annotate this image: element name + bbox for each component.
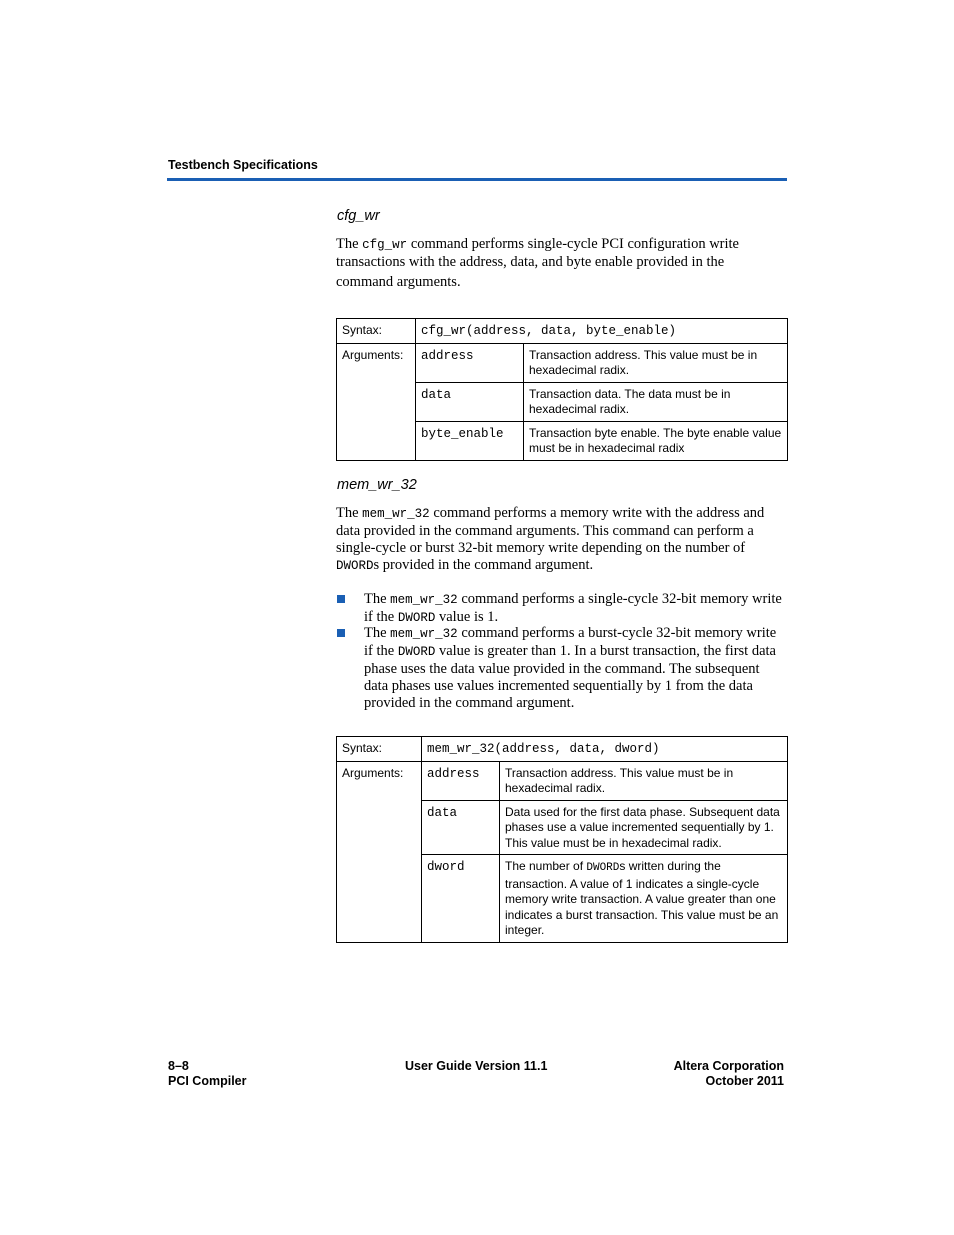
cfg-wr-syntax-table <box>336 318 788 461</box>
footer-left <box>168 1059 247 1089</box>
arg-name: dword <box>422 855 500 943</box>
mem-wr-desc-code: mem_wr_32 <box>362 507 430 521</box>
section-title-mem-wr-32: mem_wr_32 <box>337 477 417 493</box>
cfg-wr-desc-text: The <box>336 236 363 252</box>
bullet-code: DWORD <box>397 611 436 625</box>
arg-name: data <box>422 800 500 855</box>
arg-description: Transaction data. The data must be in hexadecimal radix. <box>524 382 788 421</box>
arguments-label: Arguments: <box>337 343 416 460</box>
running-header: Testbench Specifications <box>168 158 318 172</box>
table-row <box>337 343 788 382</box>
bullet-text: value is 1. <box>435 609 499 625</box>
cfg-wr-desc-code: cfg_wr <box>362 238 408 252</box>
arg-description: Transaction address. This value must be in hexadecimal radix. <box>524 343 788 382</box>
footer-version: User Guide Version 11.1 <box>405 1059 548 1073</box>
bullet-item <box>364 625 786 712</box>
arg-name: data <box>416 382 524 421</box>
bullet-code: DWORD <box>397 645 436 659</box>
arg-desc-text: s written during the transaction. A value of 1 indicates a single-cycle memory write transaction. A value greater than one indicates a burst transaction. This value must be an integer. <box>505 859 779 937</box>
cfg-wr-desc-line-2: transactions with the address, data, and byte enable provided in the <box>336 254 725 270</box>
page-number: 8–8 <box>168 1059 189 1073</box>
arg-name: address <box>422 761 500 800</box>
footer-right <box>674 1059 784 1089</box>
mem-wr-desc-text: command performs a memory write with the address and data provided in the command arguments. This command can perform a single-cycle or burst 32-bit memory write depending on the number of <box>336 505 765 556</box>
publication-date: October 2011 <box>705 1074 784 1088</box>
arg-desc-text: The number of <box>505 859 587 873</box>
mem-wr-32-description <box>336 505 786 575</box>
bullet-text: command performs a burst-cycle 32-bit memory write if the <box>364 625 777 659</box>
product-name: PCI Compiler <box>168 1074 247 1088</box>
bullet-square-icon <box>337 629 345 637</box>
bullet-code: mem_wr_32 <box>390 593 458 607</box>
mem-wr-desc-text: s provided in the command argument. <box>373 557 594 573</box>
table-row <box>337 737 788 762</box>
arg-description: Transaction byte enable. The byte enable value must be in hexadecimal radix <box>524 421 788 460</box>
table-row <box>337 761 788 800</box>
bullet-text: command performs a single-cycle 32-bit memory write if the <box>364 591 782 625</box>
bullet-code: mem_wr_32 <box>390 627 458 641</box>
header-rule <box>167 178 787 181</box>
arg-name: address <box>416 343 524 382</box>
syntax-label: Syntax: <box>337 319 416 344</box>
bullet-text: The <box>364 625 391 641</box>
cfg-wr-desc-text: command performs single-cycle PCI configuration write <box>407 236 739 252</box>
bullet-text: The <box>364 591 391 607</box>
syntax-value: cfg_wr(address, data, byte_enable) <box>416 319 788 344</box>
syntax-value: mem_wr_32(address, data, dword) <box>422 737 788 762</box>
syntax-label: Syntax: <box>337 737 422 762</box>
bullet-item <box>364 591 786 627</box>
mem-wr-desc-code: DWORD <box>336 559 374 573</box>
bullet-text: value is greater than 1. In a burst transaction, the first data phase uses the data value provided in the command. The subsequent data phases use values incremented sequentially by 1 from the data provided in the command argument. <box>364 643 776 711</box>
arg-description <box>500 855 788 943</box>
mem-wr-desc-text: The <box>336 505 363 521</box>
arg-desc-code: DWORD <box>586 862 620 874</box>
cfg-wr-desc-line-1 <box>336 236 786 254</box>
arg-description: Data used for the first data phase. Subsequent data phases use a value incremented sequentially by 1. This value must be in hexadecimal radix. <box>500 800 788 855</box>
arg-description: Transaction address. This value must be in hexadecimal radix. <box>500 761 788 800</box>
cfg-wr-desc-line-3: command arguments. <box>336 274 461 290</box>
section-title-cfg-wr: cfg_wr <box>337 208 380 224</box>
cfg-wr-description <box>336 236 786 291</box>
table-row <box>337 319 788 344</box>
arg-name: byte_enable <box>416 421 524 460</box>
mem-wr-32-syntax-table <box>336 736 788 943</box>
company-name: Altera Corporation <box>673 1059 784 1073</box>
arguments-label: Arguments: <box>337 761 422 942</box>
bullet-square-icon <box>337 595 345 603</box>
